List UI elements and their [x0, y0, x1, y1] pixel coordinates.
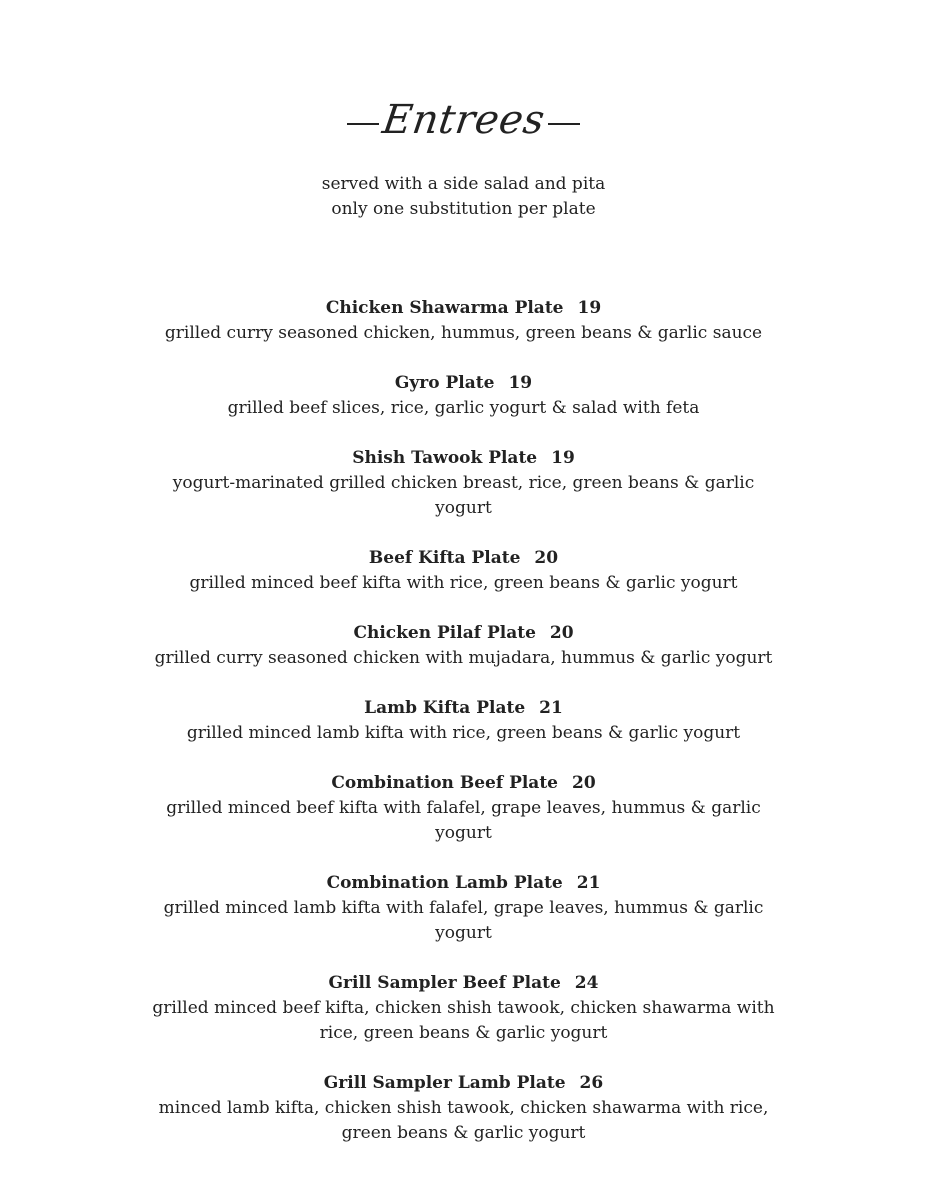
item-price: 21: [539, 698, 563, 718]
item-price: 21: [576, 873, 601, 893]
item-description: grilled minced lamb kifta with rice, green beans & garlic yogurt: [186, 723, 741, 743]
heading-right-flourish: [548, 123, 580, 125]
item-price: 19: [551, 448, 575, 468]
item-title: [0, 871, 927, 896]
item-name: Lamb Kifta Plate: [364, 698, 526, 718]
menu-item: [0, 771, 927, 846]
item-title: [0, 546, 927, 571]
menu-item: [0, 371, 927, 421]
menu-item: [0, 696, 927, 746]
item-price: 20: [534, 548, 559, 568]
item-name: Gyro Plate: [394, 373, 495, 393]
item-name: Grill Sampler Beef Plate: [328, 973, 561, 993]
menu-item: [0, 446, 927, 521]
item-title: [0, 371, 927, 396]
item-name: Grill Sampler Lamb Plate: [323, 1073, 566, 1093]
item-price: 19: [577, 298, 602, 318]
heading-title: Entrees: [379, 97, 548, 143]
item-description: grilled beef slices, rice, garlic yogurt & salad with feta: [227, 398, 700, 418]
item-name: Chicken Pilaf Plate: [353, 623, 536, 643]
item-description: grilled minced beef kifta, chicken shish tawook, chicken shawarma with rice, green beans & garlic yogurt: [152, 998, 775, 1043]
item-title: [0, 621, 927, 646]
item-price: 19: [508, 373, 533, 393]
item-price: 20: [572, 773, 596, 793]
menu-item: [0, 871, 927, 946]
section-heading: [0, 97, 927, 143]
item-title: [0, 971, 927, 996]
item-description: grilled curry seasoned chicken, hummus, green beans & garlic sauce: [164, 323, 763, 343]
item-name: Chicken Shawarma Plate: [325, 298, 564, 318]
item-title: [0, 1071, 927, 1096]
item-name: Combination Beef Plate: [331, 773, 558, 793]
item-description: grilled curry seasoned chicken with mujadara, hummus & garlic yogurt: [154, 648, 773, 668]
menu-list: [0, 296, 927, 1171]
item-price: 20: [549, 623, 574, 643]
item-name: Shish Tawook Plate: [352, 448, 538, 468]
item-title: [0, 696, 927, 721]
menu-item: [0, 546, 927, 596]
menu-item: [0, 296, 927, 346]
item-description: yogurt-marinated grilled chicken breast, rice, green beans & garlic yogurt: [172, 473, 755, 518]
item-title: [0, 446, 927, 471]
item-price: 24: [574, 973, 599, 993]
item-name: Combination Lamb Plate: [326, 873, 563, 893]
item-description: minced lamb kifta, chicken shish tawook, chicken shawarma with rice, green beans & garlic yogurt: [158, 1098, 769, 1143]
menu-item: [0, 971, 927, 1046]
item-name: Beef Kifta Plate: [368, 548, 521, 568]
item-description: grilled minced lamb kifta with falafel, grape leaves, hummus & garlic yogurt: [163, 898, 764, 943]
item-price: 26: [579, 1073, 604, 1093]
intro-note: [0, 172, 927, 222]
intro-line-1: served with a side salad and pita: [321, 174, 606, 194]
item-description: grilled minced beef kifta with rice, green beans & garlic yogurt: [189, 573, 738, 593]
item-description: grilled minced beef kifta with falafel, grape leaves, hummus & garlic yogurt: [166, 798, 761, 843]
item-title: [0, 296, 927, 321]
heading-left-flourish: [347, 123, 379, 125]
heading-group: [347, 97, 581, 143]
item-title: [0, 771, 927, 796]
intro-line-2: only one substitution per plate: [331, 199, 596, 219]
menu-item: [0, 621, 927, 671]
menu-item: [0, 1071, 927, 1146]
